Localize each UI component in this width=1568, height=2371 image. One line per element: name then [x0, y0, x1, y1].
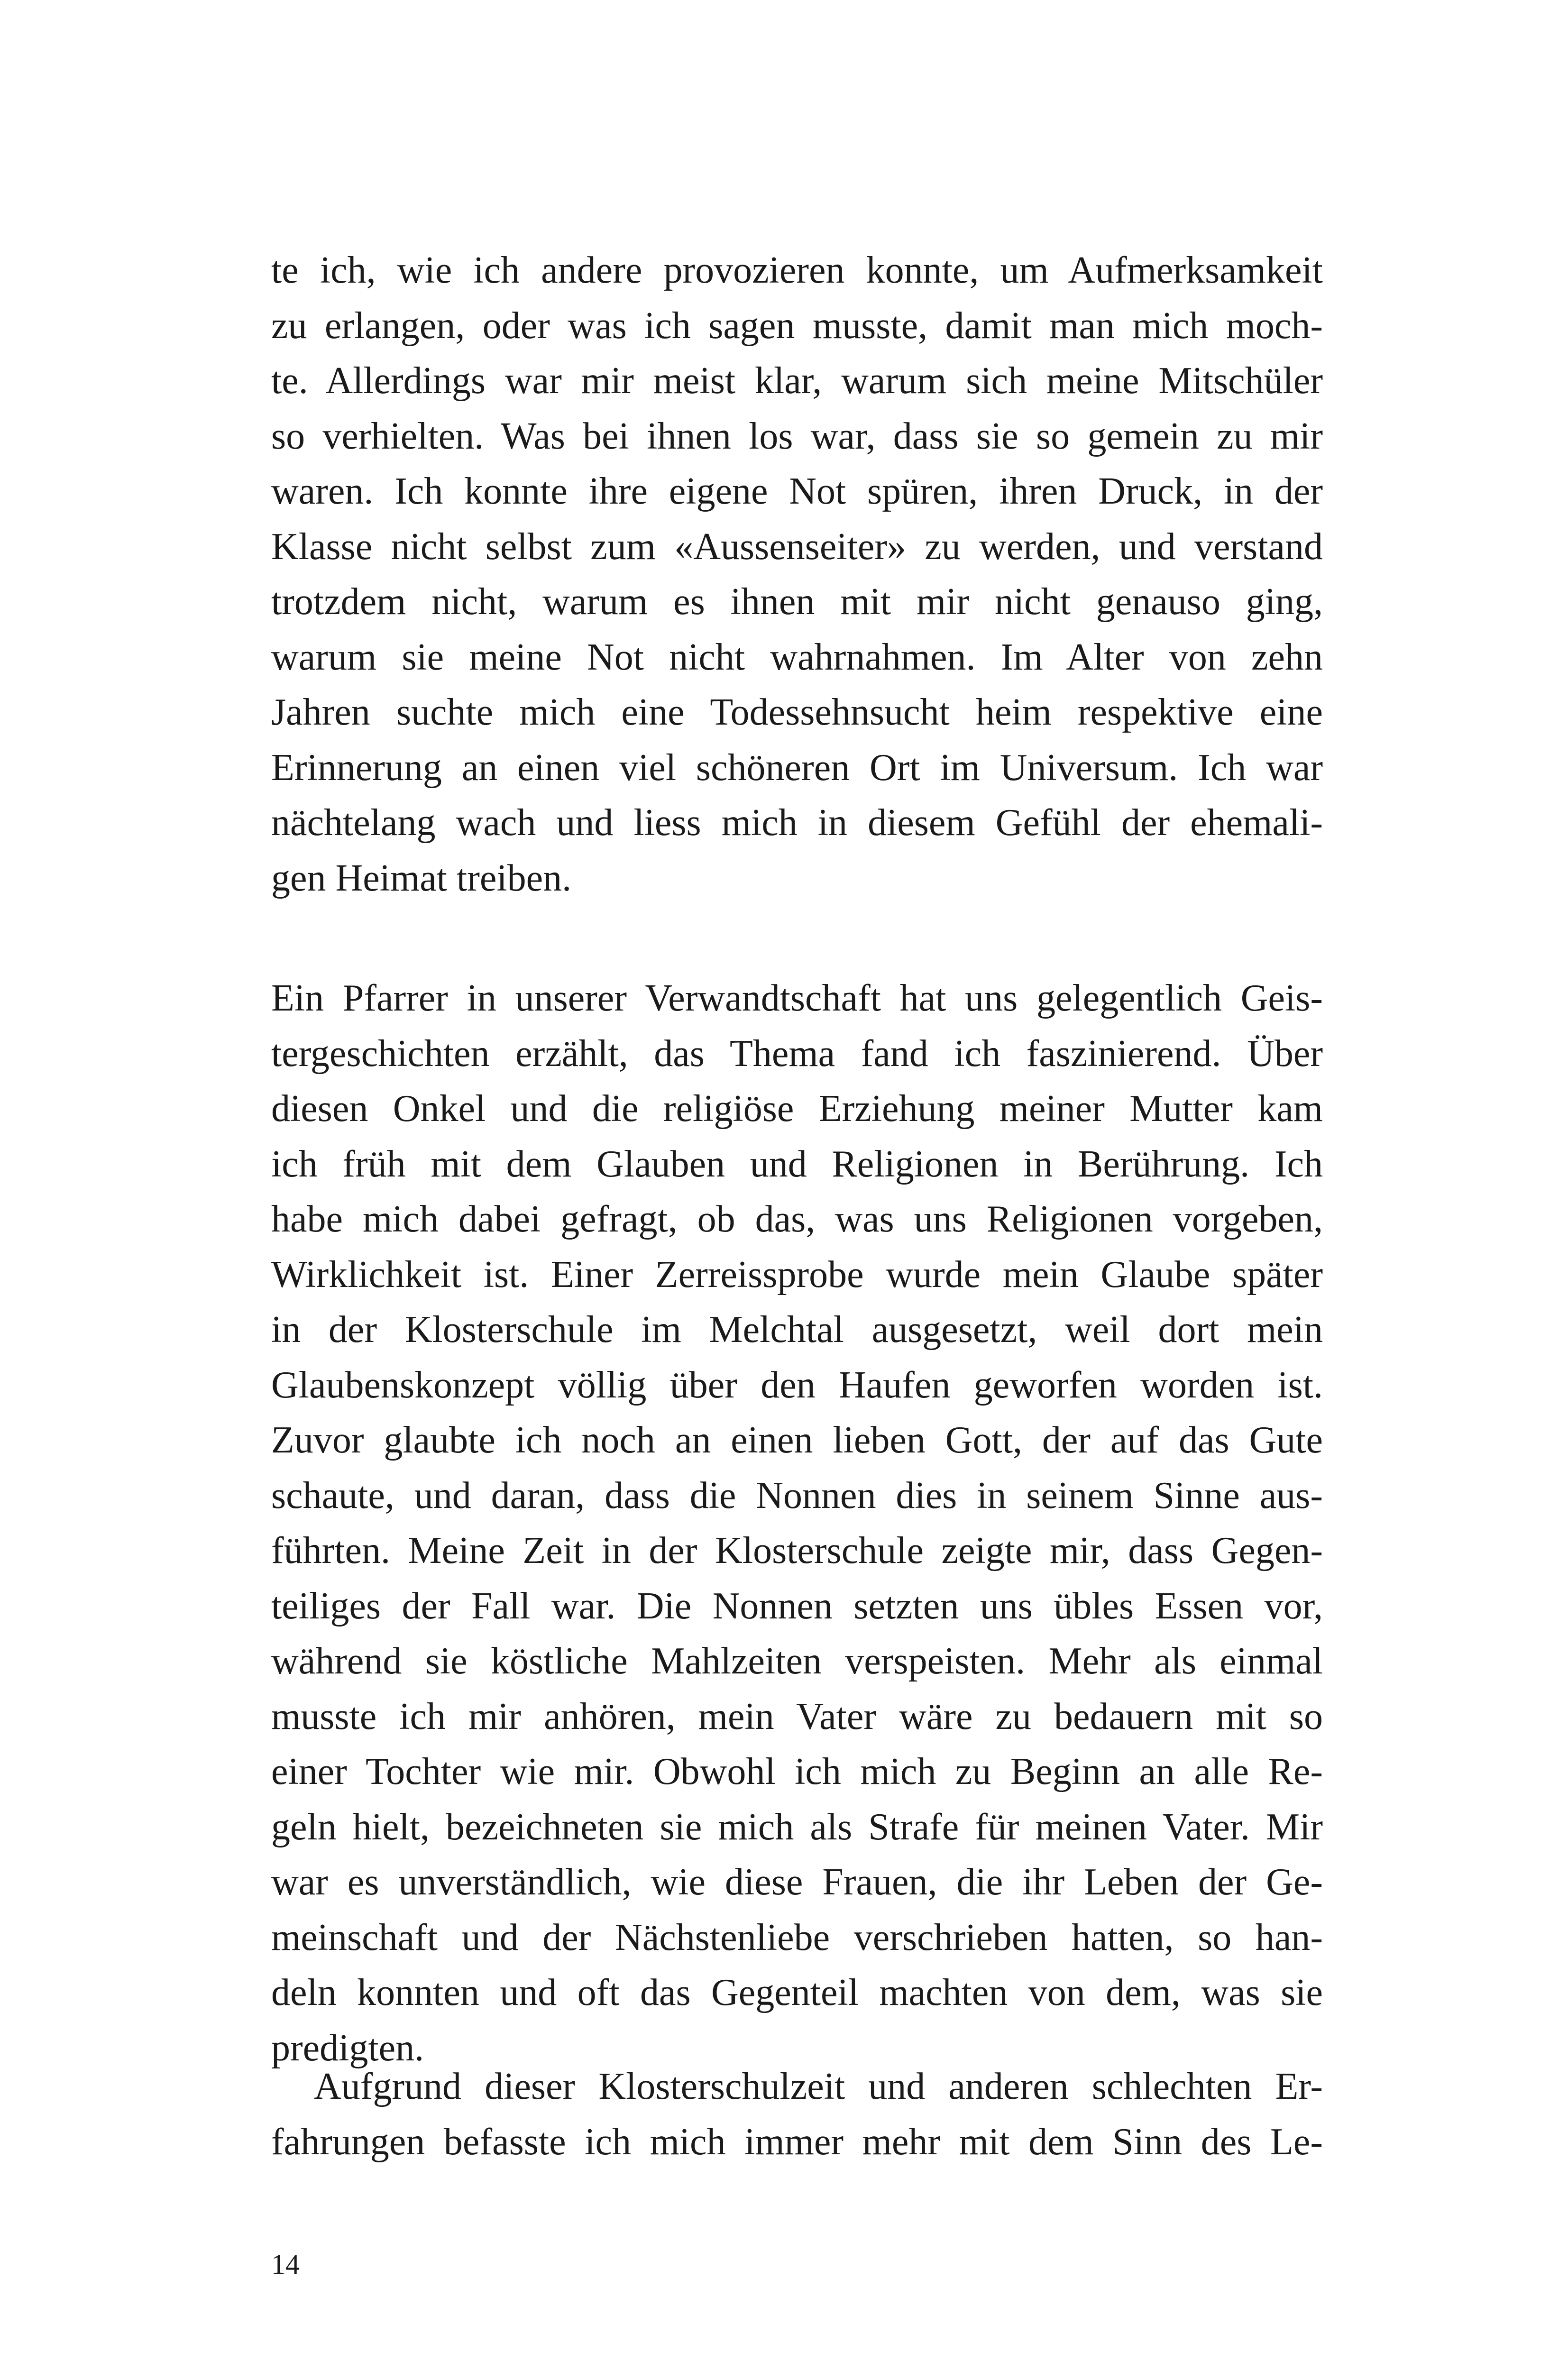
paragraph-1: [271, 243, 1323, 906]
text-line: in der Klosterschule im Melchtal ausgesetzt, weil dort mein: [271, 1309, 1323, 1351]
text-line: Glaubenskonzept völlig über den Haufen geworfen worden ist.: [271, 1364, 1323, 1406]
text-line: diesen Onkel und die religiöse Erziehung meiner Mutter kam: [271, 1088, 1323, 1130]
text-line: te ich, wie ich andere provozieren konnte, um Aufmerksamkeit: [271, 249, 1323, 291]
paragraph-2: [271, 971, 1323, 2076]
text-line: Aufgrund dieser Klosterschulzeit und anderen schlechten Er-: [314, 2066, 1323, 2107]
text-line: warum sie meine Not nicht wahrnahmen. Im Alter von zehn: [271, 636, 1323, 678]
text-line: nächtelang wach und liess mich in diesem Gefühl der ehemali-: [271, 802, 1323, 844]
text-line: zu erlangen, oder was ich sagen musste, damit man mich moch-: [271, 304, 1323, 347]
text-line: te. Allerdings war mir meist klar, warum sich meine Mitschüler: [271, 360, 1323, 402]
text-line: gen Heimat treiben.: [271, 857, 572, 899]
text-line: Ein Pfarrer in unserer Verwandtschaft hat uns gelegentlich Geis-: [271, 977, 1323, 1019]
text-line: waren. Ich konnte ihre eigene Not spüren, ihren Druck, in der: [271, 470, 1323, 512]
text-line: trotzdem nicht, warum es ihnen mit mir nicht genauso ging,: [271, 581, 1323, 623]
text-line: musste ich mir anhören, mein Vater wäre zu bedauern mit so: [271, 1695, 1323, 1737]
text-line: ich früh mit dem Glauben und Religionen in Berührung. Ich: [271, 1143, 1323, 1185]
paragraph-3: [271, 2059, 1323, 2169]
text-line: meinschaft und der Nächstenliebe verschrieben hatten, so han-: [271, 1916, 1323, 1958]
text-line: Wirklichkeit ist. Einer Zerreissprobe wurde mein Glaube später: [271, 1253, 1323, 1296]
text-line: führten. Meine Zeit in der Klosterschule zeigte mir, dass Gegen-: [271, 1530, 1323, 1571]
text-line: Klasse nicht selbst zum «Aussenseiter» zu werden, und verstand: [271, 525, 1323, 568]
text-line: Zuvor glaubte ich noch an einen lieben Gott, der auf das Gute: [271, 1419, 1323, 1461]
text-line: während sie köstliche Mahlzeiten verspeisten. Mehr als einmal: [271, 1640, 1323, 1682]
text-line: deln konnten und oft das Gegenteil machten von dem, was sie: [271, 1972, 1323, 2013]
text-line: einer Tochter wie mir. Obwohl ich mich zu Beginn an alle Re-: [271, 1751, 1323, 1792]
text-line: schaute, und daran, dass die Nonnen dies in seinem Sinne aus-: [271, 1474, 1323, 1516]
text-line: geln hielt, bezeichneten sie mich als Strafe für meinen Vater. Mir: [271, 1806, 1323, 1848]
text-line: predigten.: [271, 2027, 424, 2069]
text-line: tergeschichten erzählt, das Thema fand ich faszinierend. Über: [271, 1032, 1323, 1075]
text-line: war es unverständlich, wie diese Frauen, die ihr Leben der Ge-: [271, 1861, 1323, 1903]
text-line: so verhielten. Was bei ihnen los war, dass sie so gemein zu mir: [271, 415, 1323, 457]
text-line: teiliges der Fall war. Die Nonnen setzten uns übles Essen vor,: [271, 1585, 1323, 1627]
text-line: Jahren suchte mich eine Todessehnsucht heim respektive eine: [271, 691, 1323, 733]
text-line: fahrungen befasste ich mich immer mehr mit dem Sinn des Le-: [271, 2121, 1323, 2163]
text-line: Erinnerung an einen viel schöneren Ort im Universum. Ich war: [271, 746, 1323, 789]
text-line: habe mich dabei gefragt, ob das, was uns Religionen vorgeben,: [271, 1198, 1323, 1240]
page-number: 14: [271, 2249, 300, 2280]
